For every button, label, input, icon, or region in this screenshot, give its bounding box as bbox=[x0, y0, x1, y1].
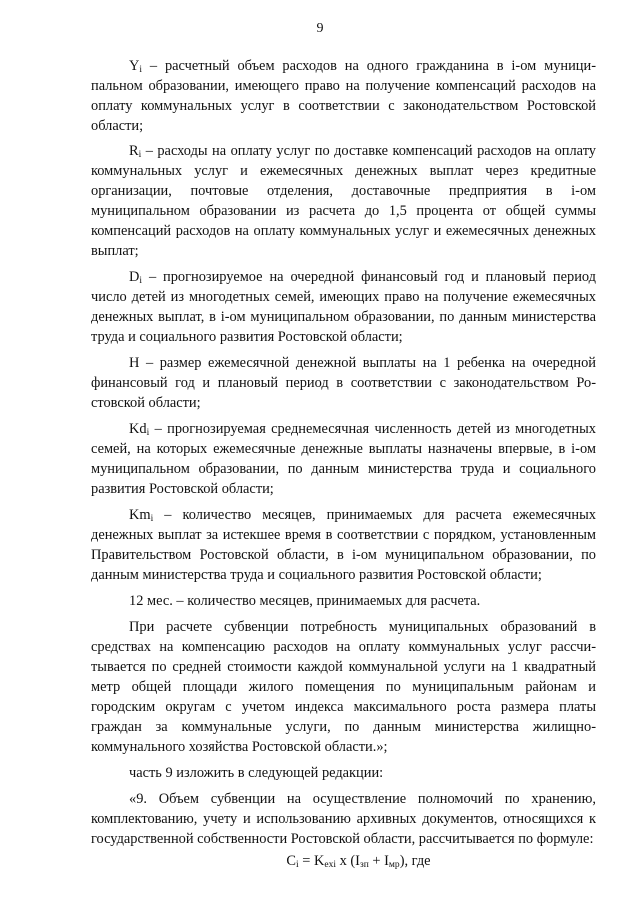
symbol-subscript: i bbox=[138, 150, 142, 160]
formula-i2-subscript: мр bbox=[388, 860, 400, 870]
symbol: Km bbox=[129, 507, 151, 523]
paragraph-amendment bbox=[91, 763, 596, 783]
symbol: Y bbox=[129, 58, 140, 74]
definition-y bbox=[91, 56, 596, 136]
formula-k-subscript: exi bbox=[324, 860, 336, 870]
definition-text: – прогнозируемое на очередной финансовый год и плановый период число детей из многодетных семей, имеющих право на получение ежемесячных денежных выплат, в i-ом муниципальном образовании, по данным министерства труда и социального развития Ростовской области; bbox=[91, 269, 596, 345]
formula-tail: ), где bbox=[399, 853, 431, 869]
symbol-subscript: i bbox=[150, 514, 154, 524]
paragraph-text: При расчете субвенции потребность муниципальных образований в средствах на компенсацию расходов на оплату коммунальных услуг рассчитывается по средней стоимости каждой коммунальной услуги на 1 квадратный метр общей площади жилого помещения по муниципальным районам и городским округам с учетом индекса максимального роста размера платы граждан за коммунальные услуги, по данным министерства жилищно-коммунального хозяйства Ростовской области.»; bbox=[91, 619, 596, 755]
definition-d bbox=[91, 267, 596, 347]
page-number: 9 bbox=[316, 21, 324, 36]
symbol: R bbox=[129, 143, 139, 159]
symbol: D bbox=[129, 269, 140, 285]
formula-plus: + I bbox=[368, 853, 389, 869]
formula-c-subscript: i bbox=[296, 860, 299, 870]
formula-equals-k: = K bbox=[298, 853, 325, 869]
definition-months bbox=[91, 591, 596, 611]
definition-r bbox=[91, 141, 596, 261]
symbol-subscript: i bbox=[139, 276, 143, 286]
definition-text: – количество месяцев, принимаемых для расчета ежемесячных денежных выплат за истекшее время в соответствии с порядком, установленным Правительством Ростовской области, в i-ом муниципальном образовании, по данным министерства труда и социального развития Ростовской области; bbox=[91, 507, 596, 583]
definition-kd bbox=[91, 419, 596, 499]
formula-open: x (I bbox=[335, 853, 360, 869]
definition-text: H – размер ежемесячной денежной выплаты на 1 ребенка на очередной финансовый год и плановый период в соответствии с законодательством Ростовской области; bbox=[91, 355, 596, 411]
paragraph-text: «9. Объем субвенции на осуществление полномочий по хранению, комплектованию, учету и использованию архивных документов, относящихся к государственной собственности Ростовской области, рассчитывается по формуле: bbox=[91, 791, 596, 847]
formula bbox=[91, 851, 596, 871]
formula-i1-subscript: зп bbox=[359, 860, 369, 870]
definition-text: – прогнозируемая среднемесячная численность детей из многодетных семей, на которых ежемесячные денежные выплаты назначены впервые, в i-ом муниципальном образовании, по данным министерства труда и социального развития Ростовской области; bbox=[91, 421, 596, 497]
paragraph-calculation bbox=[91, 617, 596, 757]
symbol-subscript: i bbox=[139, 65, 143, 75]
definition-h bbox=[91, 353, 596, 413]
definition-text: – расходы на оплату услуг по доставке компенсаций расходов на оплату коммунальных услуг и ежемесячных денежных выплат через кредитные организации, почтовые отделения, доставочные предприятия в i-ом муниципальном образовании из расчета до 1,5 процента от общей суммы компенсаций расходов на оплату коммунальных услуг и ежемесячных денежных выплат; bbox=[91, 143, 596, 259]
paragraph-text: часть 9 изложить в следующей редакции: bbox=[129, 765, 384, 781]
symbol-subscript: i bbox=[146, 428, 150, 438]
paragraph-part-9 bbox=[91, 789, 596, 849]
formula-c: C bbox=[286, 853, 297, 869]
definition-text: 12 мес. – количество месяцев, принимаемых для расчета. bbox=[129, 593, 481, 609]
definition-km bbox=[91, 505, 596, 585]
symbol: Kd bbox=[129, 421, 147, 437]
document-body bbox=[91, 56, 596, 871]
definition-text: – расчетный объем расходов на одного гражданина в i-ом муниципальном образовании, имеющего право на получение компенсаций расходов на оплату коммунальных услуг в соответствии с законодательством Ростовской области; bbox=[91, 58, 596, 134]
